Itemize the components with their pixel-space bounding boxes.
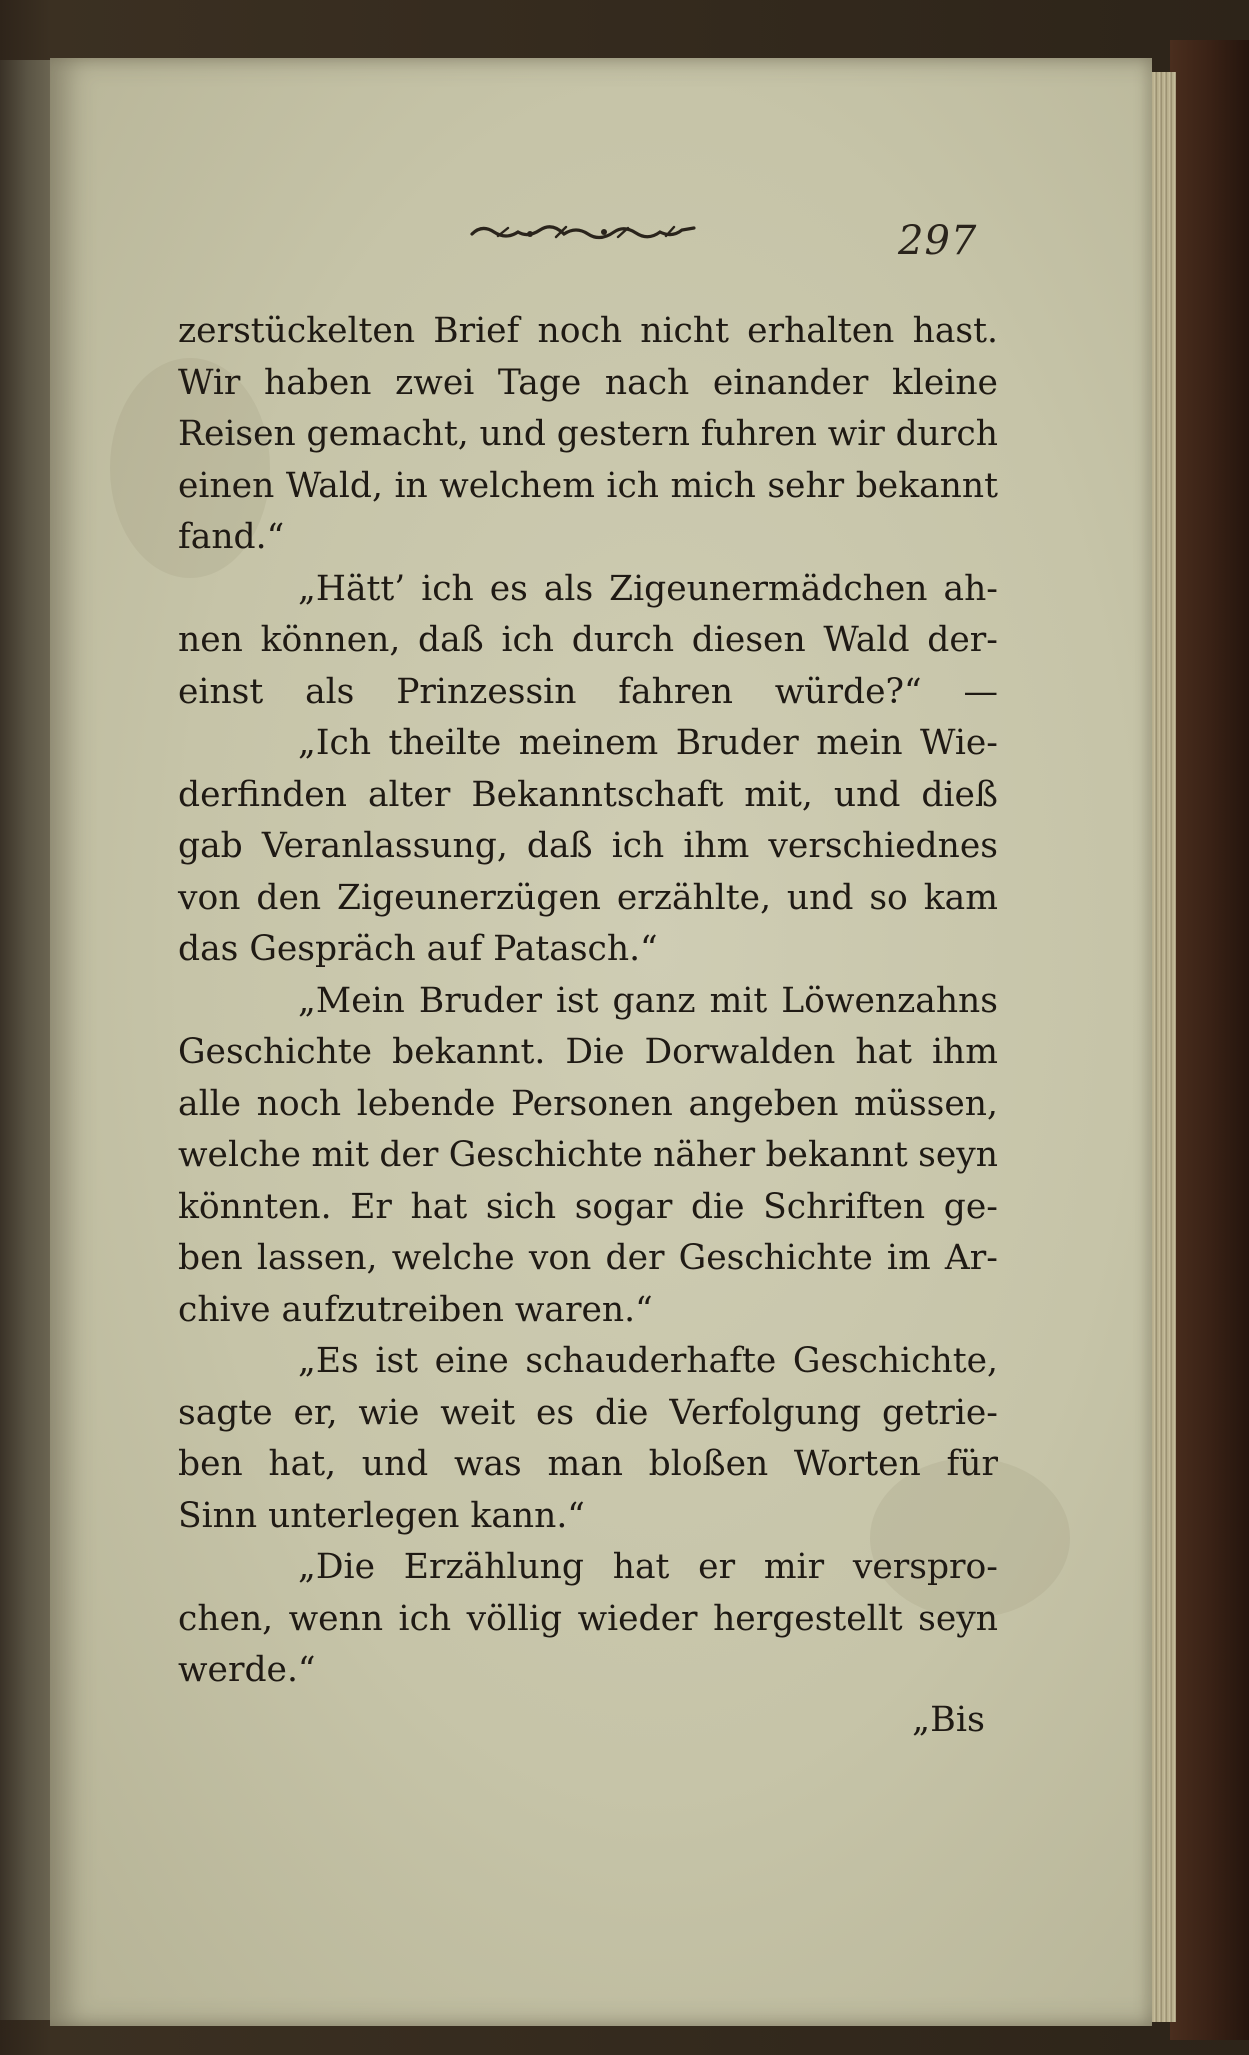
text-line: welche mit der Geschichte näher bekannt seyn bbox=[178, 1135, 998, 1175]
page-number: 297 bbox=[898, 218, 978, 264]
text-line: zerstückelten Brief noch nicht erhalten hast. bbox=[178, 311, 998, 351]
text-line: werde.“ bbox=[178, 1650, 316, 1690]
text-line: chive aufzutreiben waren.“ bbox=[178, 1289, 653, 1330]
book-cover-edge bbox=[1170, 40, 1249, 2040]
text-line: einen Wald, in welchem ich mich sehr bekannt bbox=[178, 465, 998, 506]
text-line: ben lassen, welche von der Geschichte im Ar- bbox=[178, 1238, 998, 1278]
text-line: „Mein Bruder ist ganz mit Löwenzahns bbox=[298, 980, 998, 1021]
text-line: gab Veranlassung, daß ich ihm verschiednes bbox=[178, 826, 998, 866]
body-text bbox=[178, 306, 998, 1697]
text-line: chen, wenn ich völlig wieder hergestellt seyn bbox=[178, 1598, 998, 1639]
page-block-edges bbox=[1148, 72, 1176, 2022]
text-line: „Ich theilte meinem Bruder mein Wie- bbox=[298, 723, 998, 763]
header-ornament bbox=[468, 222, 698, 244]
text-line: derfinden alter Bekanntschaft mit, und dieß bbox=[178, 774, 998, 815]
text-line: Sinn unterlegen kann.“ bbox=[178, 1495, 585, 1536]
text-line: könnten. Er hat sich sogar die Schriften ge- bbox=[178, 1186, 998, 1227]
text-line: alle noch lebende Personen angeben müssen, bbox=[178, 1083, 998, 1124]
text-line: Reisen gemacht, und gestern fuhren wir durch bbox=[178, 414, 998, 454]
text-line: Geschichte bekannt. Die Dorwalden hat ihm bbox=[178, 1032, 998, 1072]
text-line: „Es ist eine schauderhafte Geschichte, bbox=[298, 1341, 998, 1381]
text-line: von den Zigeunerzügen erzählte, und so kam bbox=[178, 877, 998, 918]
facing-page-edge bbox=[0, 60, 50, 2020]
text-line: Wir haben zwei Tage nach einander kleine bbox=[178, 362, 998, 403]
text-line: einst als Prinzessin fahren würde?“ — bbox=[178, 671, 998, 712]
text-line: „Die Erzählung hat er mir verspro- bbox=[298, 1547, 998, 1587]
text-line: das Gespräch auf Patasch.“ bbox=[178, 929, 658, 969]
text-line: sagte er, wie weit es die Verfolgung getrie- bbox=[178, 1392, 998, 1433]
text-line: „Hätt’ ich es als Zigeunermädchen ah- bbox=[298, 568, 998, 609]
text-line: ben hat, und was man bloßen Worten für bbox=[178, 1444, 998, 1484]
catchword: „Bis bbox=[912, 1700, 986, 1740]
text-line: nen können, daß ich durch diesen Wald der- bbox=[178, 620, 998, 660]
text-line: fand.“ bbox=[178, 517, 285, 557]
